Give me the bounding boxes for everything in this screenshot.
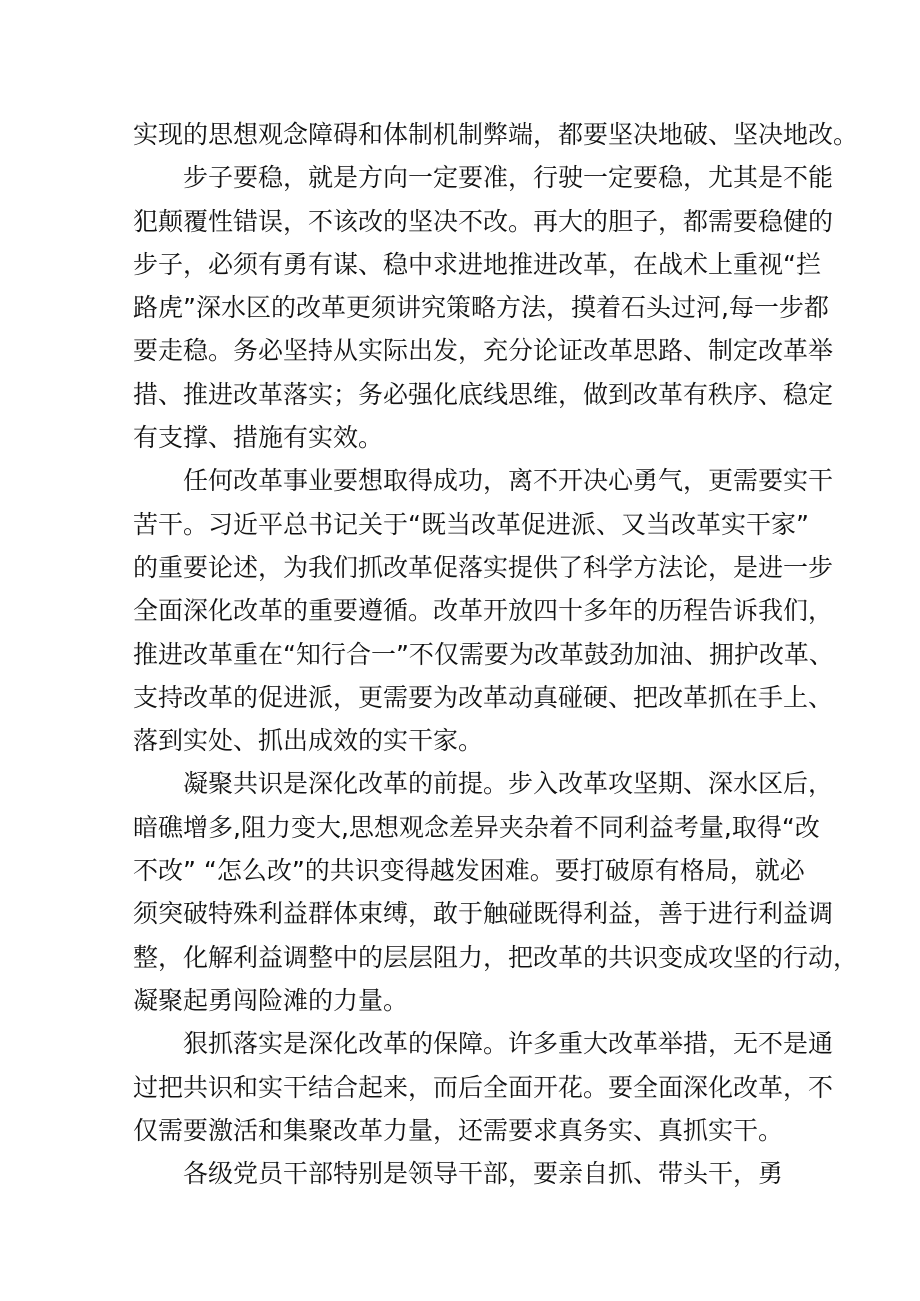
text-line: 落到实处、抓出成效的实干家。: [133, 726, 484, 756]
text-line: 推进改革重在“知行合一”不仅需要为改革鼓劲加油、拥护改革、: [133, 639, 834, 669]
text-line: 各级党员干部特别是领导干部，要亲自抓、带头干，勇: [183, 1159, 784, 1189]
text-line: 步子要稳，就是方向一定要准，行驶一定要稳，尤其是不能: [183, 163, 834, 193]
text-line: 狠抓落实是深化改革的保障。许多重大改革举措，无不是通: [183, 1029, 834, 1059]
text-line: 犯颠覆性错误，不该改的坚决不改。再大的胆子，都需要稳健的: [133, 206, 834, 236]
text-line: 要走稳。务必坚持从实际出发，充分论证改革思路、制定改革举: [133, 336, 834, 366]
text-line: 实现的思想观念障碍和体制机制弊端，都要坚决地破、坚决地改。: [133, 120, 859, 149]
text-line: 凝聚共识是深化改革的前提。步入改革攻坚期、深水区后，: [183, 769, 834, 799]
text-line: 过把共识和实干结合起来，而后全面开花。要全面深化改革，不: [133, 1072, 834, 1102]
text-line: 苦干。习近平总书记关于“既当改革促进派、又当改革实干家”: [133, 509, 809, 539]
document-body: [133, 113, 859, 1195]
text-line: 有支撑、措施有实效。: [133, 423, 384, 453]
text-line: 须突破特殊利益群体束缚，敢于触碰既得利益，善于进行利益调: [133, 899, 834, 929]
text-line: 支持改革的促进派，更需要为改革动真碰硬、把改革抓在手上、: [133, 682, 834, 712]
text-line: 的重要论述，为我们抓改革促落实提供了科学方法论，是进一步: [133, 552, 834, 582]
text-line: 仅需要激活和集聚改革力量，还需要求真务实、真抓实干。: [133, 1115, 784, 1145]
text-line: 步子，必须有勇有谋、稳中求进地推进改革，在战术上重视“拦: [133, 249, 821, 279]
text-line: 任何改革事业要想取得成功，离不开决心勇气，更需要实干: [183, 466, 834, 496]
text-line: 措、推进改革落实；务必强化底线思维，做到改革有秩序、稳定: [133, 379, 834, 409]
text-line: 全面深化改革的重要遵循。改革开放四十多年的历程告诉我们，: [133, 596, 834, 626]
text-line: 整，化解利益调整中的层层阻力，把改革的共识变成攻坚的行动，: [133, 942, 859, 972]
text-line: 凝聚起勇闯险滩的力量。: [133, 985, 409, 1015]
text-line: 不改” “怎么改”的共识变得越发困难。要打破原有格局，就必: [133, 856, 805, 886]
text-line: 暗礁增多,阻力变大,思想观念差异夹杂着不同利益考量,取得“改: [133, 812, 820, 842]
text-line: 路虎”深水区的改革更须讲究策略方法，摸着石头过河,每一步都: [133, 293, 829, 323]
